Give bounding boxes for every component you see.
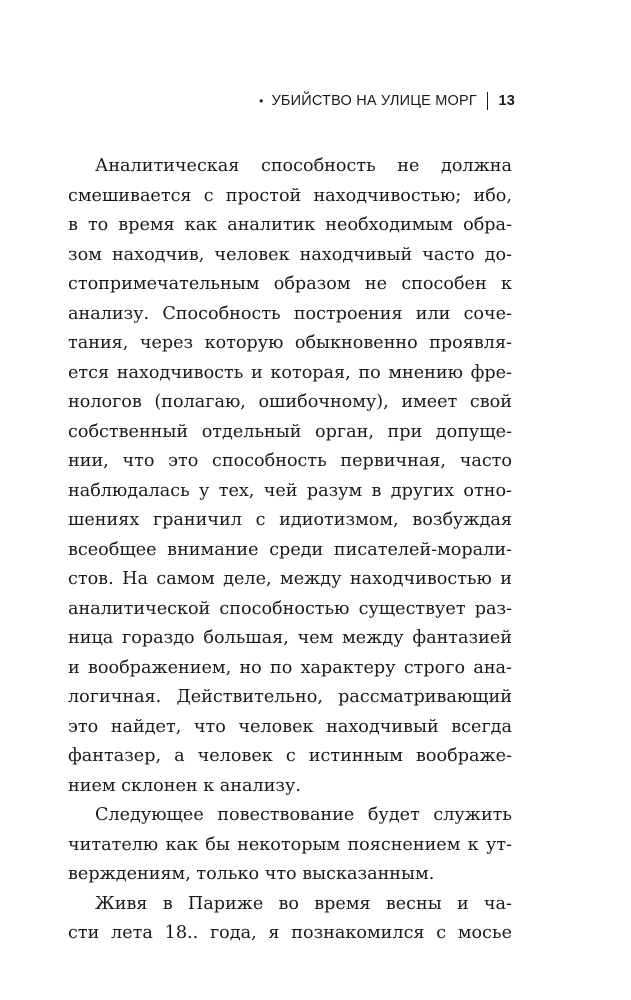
text-line: тания, через которую обыкновенно проявля- — [68, 333, 512, 353]
page-number: 13 — [498, 93, 515, 109]
text-line: анализу. Способность построения или соче- — [68, 303, 512, 324]
text-line: и воображением, но по характеру строго ана- — [68, 657, 512, 678]
text-line: смешивается с простой находчивостью; ибо, — [68, 185, 512, 206]
text-line: нии, что это способность первичная, часто — [68, 451, 512, 471]
body-text — [68, 152, 512, 949]
text-line: шениях граничил с идиотизмом, возбуждая — [68, 510, 512, 530]
running-header — [259, 92, 515, 110]
text-line: фантазер, а человек с истинным воображе- — [68, 746, 512, 766]
text-line: сти лета 18.. года, я познакомился с мосье — [68, 923, 512, 943]
header-bullet: • — [259, 94, 264, 108]
text-line: Следующее повествование будет служить — [95, 805, 512, 825]
text-line: читателю как бы некоторым пояснением к ут- — [68, 834, 512, 855]
book-section-title: УБИЙСТВО НА УЛИЦЕ МОРГ — [271, 93, 477, 109]
text-line: нологов (полагаю, ошибочному), имеет свой — [68, 392, 512, 412]
text-line: верждениям, только что высказанным. — [68, 864, 435, 884]
text-line: собственный отдельный орган, при допуще- — [68, 421, 512, 442]
text-line: ница гораздо большая, чем между фантазией — [68, 628, 512, 648]
text-line: Аналитическая способность не должна — [95, 156, 512, 176]
text-line: Живя в Париже во время весны и ча- — [95, 893, 512, 914]
text-line: аналитической способностью существует раз- — [68, 598, 512, 619]
text-line: нием склонен к анализу. — [68, 775, 301, 796]
text-line: стов. На самом деле, между находчивостью и — [68, 569, 512, 589]
text-line: зом находчив, человек находчивый часто до- — [68, 244, 512, 265]
text-line: это найдет, что человек находчивый всегда — [68, 716, 512, 737]
text-line: в то время как аналитик необходимым обра- — [68, 215, 512, 235]
header-divider — [487, 92, 489, 110]
text-line: всеобщее внимание среди писателей-морали- — [68, 539, 512, 560]
text-line: логичная. Действительно, рассматривающий — [68, 687, 512, 707]
text-line: стопримечательным образом не способен к — [68, 274, 512, 294]
text-line: наблюдалась у тех, чей разум в других отно- — [68, 480, 512, 501]
text-line: ется находчивость и которая, по мнению фре- — [68, 362, 512, 383]
